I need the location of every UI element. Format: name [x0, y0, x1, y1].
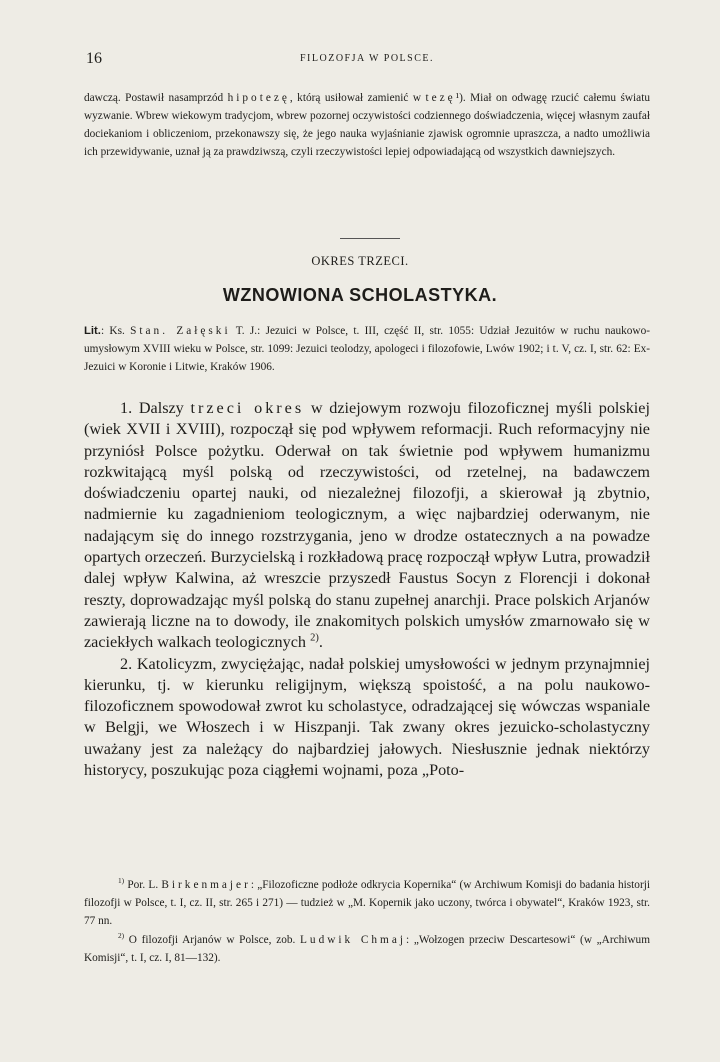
p1-end: . [318, 633, 323, 652]
section-label: OKRES TRZECI. [311, 254, 409, 268]
footnote-1-author: Birkenmajer [161, 879, 251, 891]
intro-text-2: , którą usiłował zamienić w [289, 92, 426, 104]
footnote-1-mark: 1) [118, 876, 125, 886]
intro-text-1: dawczą. Postawił nasamprzód [84, 92, 228, 104]
page-header [86, 50, 648, 72]
paragraph-2: 2. Katolicyzm, zwyciężając, nadał polskiej umysłowości w jednym przynajmniej kierunku, tj. w kierunku religijnym, większą spoistość, a na polu naukowo-filozoficznem spowodował zwrot ku scholastyce, odradzającej się wówczas wspaniale w Belgji, we Włoszech i w Hiszpanji. Tak zwany okres jezuicko-scholastyczny uważany jest za należący do najbardziej jałowych. Niesłusznie jednak niektórzy historycy, poszukując poza ciągłemi wojnami, poza „Poto- [84, 654, 650, 780]
footnote-2-author: Ludwik Chmaj [300, 933, 406, 946]
literature-text-2: T. J.: Jezuici w Polsce, t. III, część II, str. 1055: Udział Jezuitów w ruchu naukowo-umysłowym XVIII wieku w Polsce, str. 1099: Jezuici teolodzy, apologeci i filozofowie, Lwów 1902; i t. V, cz. I, str. 62: Ex-Jezuici w Koronie i Litwie, Kraków 1906. [84, 325, 651, 374]
footnote-1-text-b: : „Filozoficzne podłoże odkrycia Kopernika“ (w Archiwum Komisji do badania historji filozofji w Polsce, t. I, cz. II, str. 265 i 271) — tudzież w „M. Kopernik jako uczony, twórca i obywatel“, Kraków 1923, str. 77 nn. [84, 879, 650, 928]
literature-label: Lit. [84, 325, 101, 337]
p1-emphasis: trzeci okres [190, 399, 305, 417]
p1-start: 1. Dalszy [120, 399, 191, 417]
footnote-2-mark: 2) [118, 930, 125, 940]
section-divider [340, 238, 400, 239]
p1-text: w dziejowym rozwoju filozoficznej myśli polskiej (wiek XVII i XVIII), rozpoczął się pod wpływem reformacji. Ruch reformacyjny nie przyniósł Polsce pożytku. Oderwał on tak świetnie pod wpływem humanizmu rozkwitającą myśl polską od rzeczywistości, od rzetelnej, na badawczem doświadczeniu opartej nauki, od niezależnej filozofji, a skierował ją zbytnio, nadmiernie ku zagadnieniom teologicznym, a więc najbardziej oderwanym, nie nadającym się do innego rozstrzygania, jeno w drodze ostatecznych a na powadze opartych orzeczeń. Burzycielską i rozkładową pracę rozpoczął wpływ Lutra, prowadził dalej wpływ Kalwina, aż wreszcie przyszedł Faustus Socyn z Florencji i dokonał reszty, doprowadzając myśl polską do stanu zupełnej anarchji. Prace polskich Arjanów zawierają liczne na to dowody, ile znakomitych polskich umysłów zmarnowało się w zaciekłych walkach teologicznych [84, 399, 650, 652]
page-number: 16 [86, 50, 102, 67]
literature-note [84, 322, 650, 377]
footnote-2 [84, 931, 650, 967]
footnote-ref-2: 2) [310, 632, 319, 644]
main-text [84, 398, 650, 781]
section-title: WZNOWIONA SCHOLASTYKA. [222, 285, 498, 305]
paragraph-1 [84, 398, 650, 654]
literature-text-1: : Ks. [100, 325, 131, 337]
running-title: FILOZOFJA W POLSCE. [300, 53, 434, 64]
footnote-divider [84, 868, 650, 870]
intro-paragraph [84, 89, 650, 161]
literature-author: Stan. Załęski [130, 325, 231, 337]
intro-emphasis-teza: tezę [425, 92, 456, 104]
intro-text-3: ¹). Miał on odwagę rzucić całemu światu wyzwanie. Wbrew wiekowym tradycjom, wbrew pozornej oczywistości codziennego doświadczenia, więcej własnym zaufał dociekaniom i obliczeniom, przekonawszy się, że jego nauka wyjaśnianie zjawisk ogromnie upraszcza, a nadto umożliwia ich przewidywanie, uznał ją za prawdziwszą, czyli rzeczywistości lepiej odpowiadającą od wszystkich dawniejszych. [84, 92, 650, 159]
footnotes [84, 876, 650, 967]
footnote-2-text-a: O filozofji Arjanów w Polsce, zob. [124, 933, 301, 946]
footnote-1 [84, 876, 650, 931]
intro-emphasis-hipoteza: hipotezę [227, 92, 290, 104]
footnote-1-text-a: Por. L. [124, 879, 162, 891]
footnote-2-text-b: : „Wołzogen przeciw Descartesowi“ (w „Archiwum Komisji“, t. I, cz. I, 81—132). [84, 933, 650, 964]
